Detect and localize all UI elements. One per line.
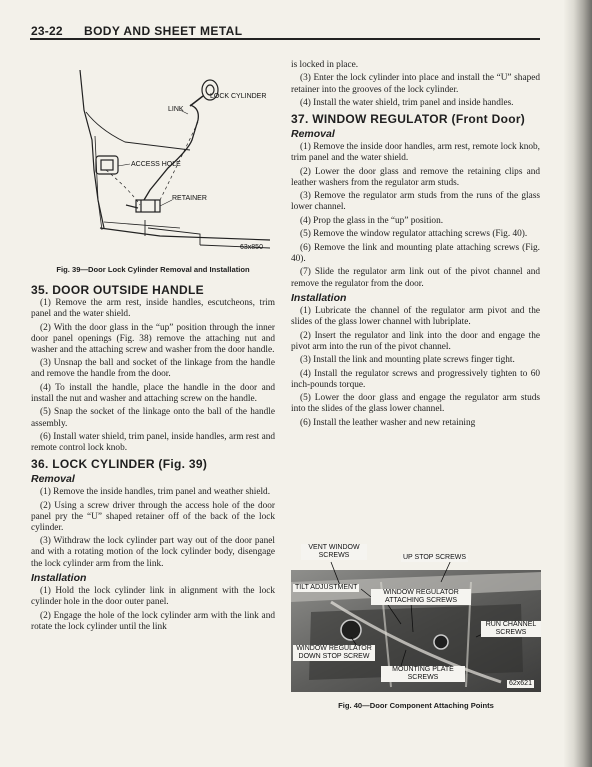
installation-subheading: Installation bbox=[31, 572, 87, 584]
lock-cylinder-diagram bbox=[40, 50, 276, 260]
section-35-heading: 35. DOOR OUTSIDE HANDLE bbox=[31, 283, 204, 297]
removal-subheading: Removal bbox=[291, 128, 335, 141]
paragraph: (6) Install the leather washer and new retaining bbox=[300, 417, 476, 428]
paragraph: (6) Remove the link and mounting plate attaching screws (Fig. 40). bbox=[291, 242, 540, 264]
header-rule bbox=[30, 38, 540, 40]
figure-code: 62x621 bbox=[509, 680, 532, 687]
paragraph: (4) To install the handle, place the handle in the door and install the nut and washer and attaching screw on the handle. bbox=[31, 382, 275, 404]
paragraph: (2) Using a screw driver through the access hole of the door panel pry the “U” shaped retainer off of the back of the lock cylinder. bbox=[31, 500, 275, 533]
section-37-heading: 37. WINDOW REGULATOR (Front Door) bbox=[291, 112, 526, 127]
left-column bbox=[31, 280, 275, 635]
paragraph: (5) Lower the door glass and engage the regulator arm studs into the slides of the glass lower channel. bbox=[291, 393, 540, 415]
link-label: LINK bbox=[168, 106, 184, 113]
page-number: 23-22 bbox=[31, 24, 63, 38]
right-column bbox=[291, 60, 540, 431]
paragraph: (2) Insert the regulator and link into the door and engage the pivot arm into the run of the pivot channel. bbox=[291, 330, 540, 352]
paragraph: (1) Remove the inside door handles, arm rest, remote lock knob, trim panel and the water shield. bbox=[291, 142, 540, 164]
paragraph: (4) Install the water shield, trim panel and inside handles. bbox=[300, 98, 514, 109]
paragraph: (3) Withdraw the lock cylinder part way out of the door panel and with a rotating motion of the lock cylinder body, disengage the lock cylinder arm from the link. bbox=[31, 536, 275, 569]
paragraph: (5) Snap the socket of the linkage onto the ball of the handle assembly. bbox=[31, 407, 275, 429]
paragraph: (1) Remove the inside handles, trim panel and weather shield. bbox=[40, 487, 271, 498]
lock-cylinder-label: LOCK CYLINDER bbox=[210, 93, 267, 100]
paragraph: (3) Install the link and mounting plate screws finger tight. bbox=[300, 355, 515, 366]
paragraph: (1) Lubricate the channel of the regulator arm pivot and the slides of the glass lower channel with lubriplate. bbox=[291, 306, 540, 328]
up-stop-screws-label: UP STOP SCREWS bbox=[403, 554, 467, 561]
section-36-heading: 36. LOCK CYLINDER (Fig. 39) bbox=[31, 457, 208, 472]
figure-39-caption: Fig. 39—Door Lock Cylinder Removal and Installation bbox=[56, 265, 250, 274]
paragraph: (1) Remove the arm rest, inside handles, escutcheons, trim panel and the water shield. bbox=[31, 298, 275, 320]
paragraph: (1) Hold the lock cylinder link in alignment with the lock cylinder hole in the door outer panel. bbox=[31, 586, 275, 608]
figure-code: 63x850 bbox=[240, 244, 263, 251]
window-regulator-down-stop-screw-label: WINDOW REGULATOR DOWN STOP SCREW bbox=[293, 645, 375, 661]
access-hole-label: ACCESS HOLE bbox=[131, 161, 181, 168]
paragraph: (6) Install water shield, trim panel, inside handles, arm rest and remote control lock knob. bbox=[31, 431, 275, 454]
paragraph: (4) Install the regulator screws and progressively tighten to 60 inch-pounds torque. bbox=[291, 368, 540, 390]
tilt-adjustment-label: TILT ADJUSTMENT bbox=[295, 584, 358, 591]
paragraph: (5) Remove the window regulator attaching screws (Fig. 40). bbox=[300, 229, 528, 240]
retainer-label: RETAINER bbox=[172, 195, 207, 202]
installation-subheading: Installation bbox=[291, 292, 347, 305]
vent-window-screws-label: VENT WINDOW SCREWS bbox=[301, 544, 367, 560]
paragraph: (7) Slide the regulator arm link out of the pivot channel and remove the regulator from the door. bbox=[291, 267, 540, 289]
book-spine-shadow bbox=[564, 0, 592, 767]
figure-39 bbox=[40, 50, 276, 260]
running-head: BODY AND SHEET METAL bbox=[84, 24, 243, 38]
paragraph: (4) Prop the glass in the “up” position. bbox=[300, 215, 444, 226]
paragraph: (3) Enter the lock cylinder into place and install the “U” shaped retainer into the grooves of the lock cylinder. bbox=[291, 73, 540, 95]
run-channel-screws-label: RUN CHANNEL SCREWS bbox=[481, 621, 541, 637]
paragraph: (3) Remove the regulator arm studs from the runs of the glass lower channel. bbox=[291, 191, 540, 213]
paragraph: (2) Lower the door glass and remove the retaining clips and leather washers from the regulator arm studs. bbox=[291, 166, 540, 188]
paragraph: (3) Unsnap the ball and socket of the linkage from the handle and remove the handle from the door. bbox=[31, 358, 275, 380]
paragraph: is locked in place. bbox=[291, 60, 359, 70]
window-regulator-attaching-screws-label: WINDOW REGULATOR ATTACHING SCREWS bbox=[371, 589, 471, 605]
mounting-plate-screws-label: MOUNTING PLATE SCREWS bbox=[381, 666, 465, 682]
removal-subheading: Removal bbox=[31, 473, 75, 486]
figure-40-caption: Fig. 40—Door Component Attaching Points bbox=[338, 701, 494, 710]
figure-40 bbox=[291, 542, 541, 692]
paragraph: (2) With the door glass in the “up” position through the inner door panel openings (Fig. 38) remove the attaching nut and washer and the attaching screw and washer from the door handle. bbox=[31, 322, 275, 355]
paragraph: (2) Engage the hole of the lock cylinder arm with the link and rotate the lock cylinder until the link bbox=[31, 610, 275, 632]
